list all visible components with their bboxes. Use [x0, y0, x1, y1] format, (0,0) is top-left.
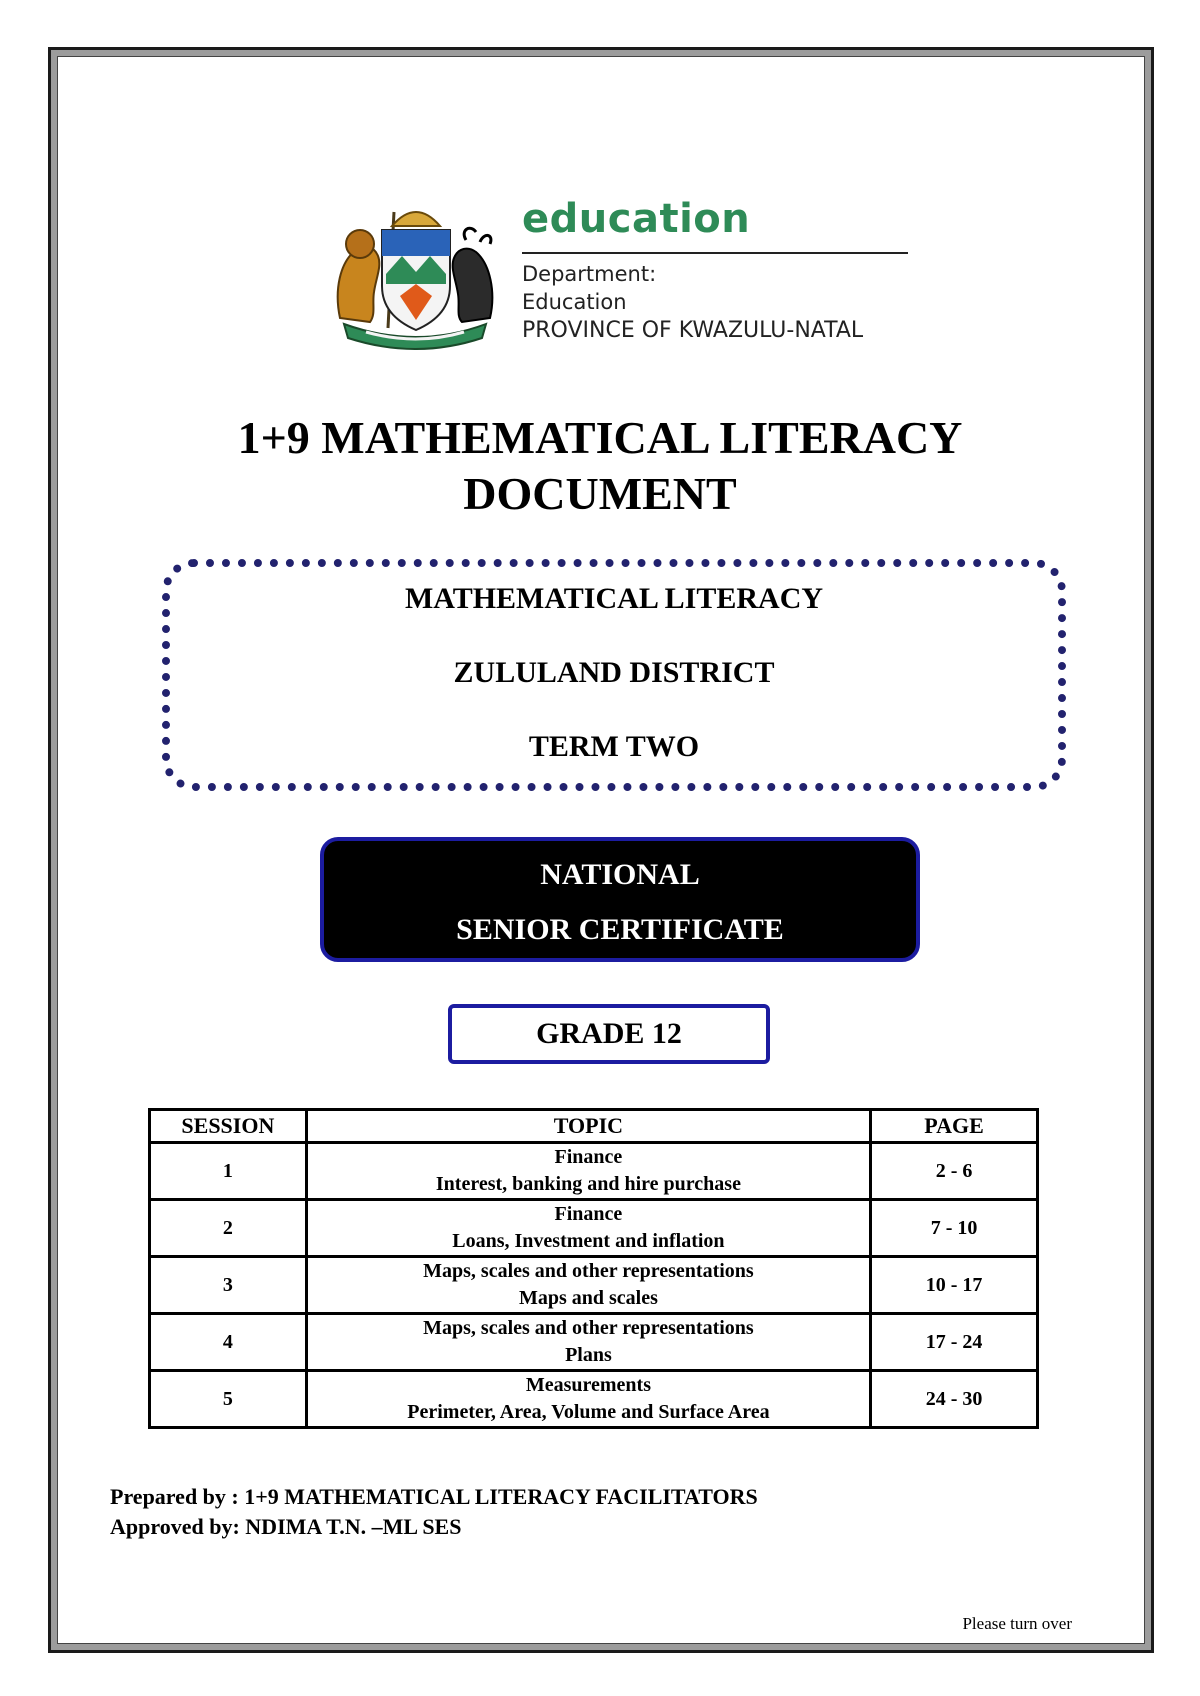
topic-sub: Loans, Investment and inflation: [452, 1230, 725, 1252]
kzn-coat-of-arms-icon: [330, 200, 500, 350]
certificate-line-1: NATIONAL: [540, 858, 700, 891]
header-page: PAGE: [871, 1110, 1038, 1143]
session-number: 4: [150, 1314, 307, 1371]
session-pages: 2 - 6: [871, 1143, 1038, 1200]
topic-sub: Perimeter, Area, Volume and Surface Area: [407, 1401, 770, 1423]
topic-sub: Interest, banking and hire purchase: [435, 1173, 741, 1195]
topic-main: Maps, scales and other representations: [423, 1260, 754, 1282]
topic-sub: Plans: [565, 1344, 612, 1366]
session-number: 5: [150, 1371, 307, 1428]
brand-wordmark: education: [522, 196, 751, 242]
topic-main: Finance: [554, 1146, 623, 1168]
approved-by: Approved by: NDIMA T.N. –ML SES: [110, 1514, 462, 1539]
topic-main: Finance: [554, 1203, 623, 1225]
topic-main: Measurements: [525, 1374, 651, 1396]
header-session: SESSION: [150, 1110, 307, 1143]
session-number: 1: [150, 1143, 307, 1200]
term-label: TERM TWO: [528, 730, 700, 763]
document-title-line-2: DOCUMENT: [463, 468, 737, 519]
education-label: Education: [522, 290, 627, 314]
table-row: [150, 1257, 1038, 1314]
session-pages: 10 - 17: [871, 1257, 1038, 1314]
session-topic: [306, 1371, 870, 1428]
session-topic: [306, 1257, 870, 1314]
session-topic: [306, 1314, 870, 1371]
session-number: 2: [150, 1200, 307, 1257]
document-title-line-1: 1+9 MATHEMATICAL LITERACY: [237, 412, 963, 463]
session-number: 3: [150, 1257, 307, 1314]
table-row: [150, 1143, 1038, 1200]
session-pages: 7 - 10: [871, 1200, 1038, 1257]
subject-label: MATHEMATICAL LITERACY: [404, 582, 824, 615]
topic-sub: Maps and scales: [518, 1287, 658, 1309]
brand-divider: [522, 252, 908, 254]
session-pages: 24 - 30: [871, 1371, 1038, 1428]
header-topic: TOPIC: [306, 1110, 870, 1143]
session-pages: 17 - 24: [871, 1314, 1038, 1371]
table-row: [150, 1371, 1038, 1428]
session-topic: [306, 1143, 870, 1200]
province-label: PROVINCE OF KWAZULU-NATAL: [522, 318, 864, 343]
session-topic: [306, 1200, 870, 1257]
sessions-table: [148, 1108, 1039, 1429]
table-header-row: [150, 1110, 1038, 1143]
topic-main: Maps, scales and other representations: [423, 1317, 754, 1339]
grade-badge: GRADE 12: [448, 1004, 770, 1064]
table-row: [150, 1314, 1038, 1371]
prepared-by: Prepared by : 1+9 MATHEMATICAL LITERACY FACILITATORS: [110, 1484, 758, 1509]
district-label: ZULULAND DISTRICT: [453, 656, 775, 689]
table-row: [150, 1200, 1038, 1257]
department-label: Department:: [522, 262, 657, 286]
certificate-line-2: SENIOR CERTIFICATE: [456, 913, 784, 946]
department-branding: [522, 196, 912, 346]
please-turn-over: Please turn over: [962, 1614, 1072, 1633]
